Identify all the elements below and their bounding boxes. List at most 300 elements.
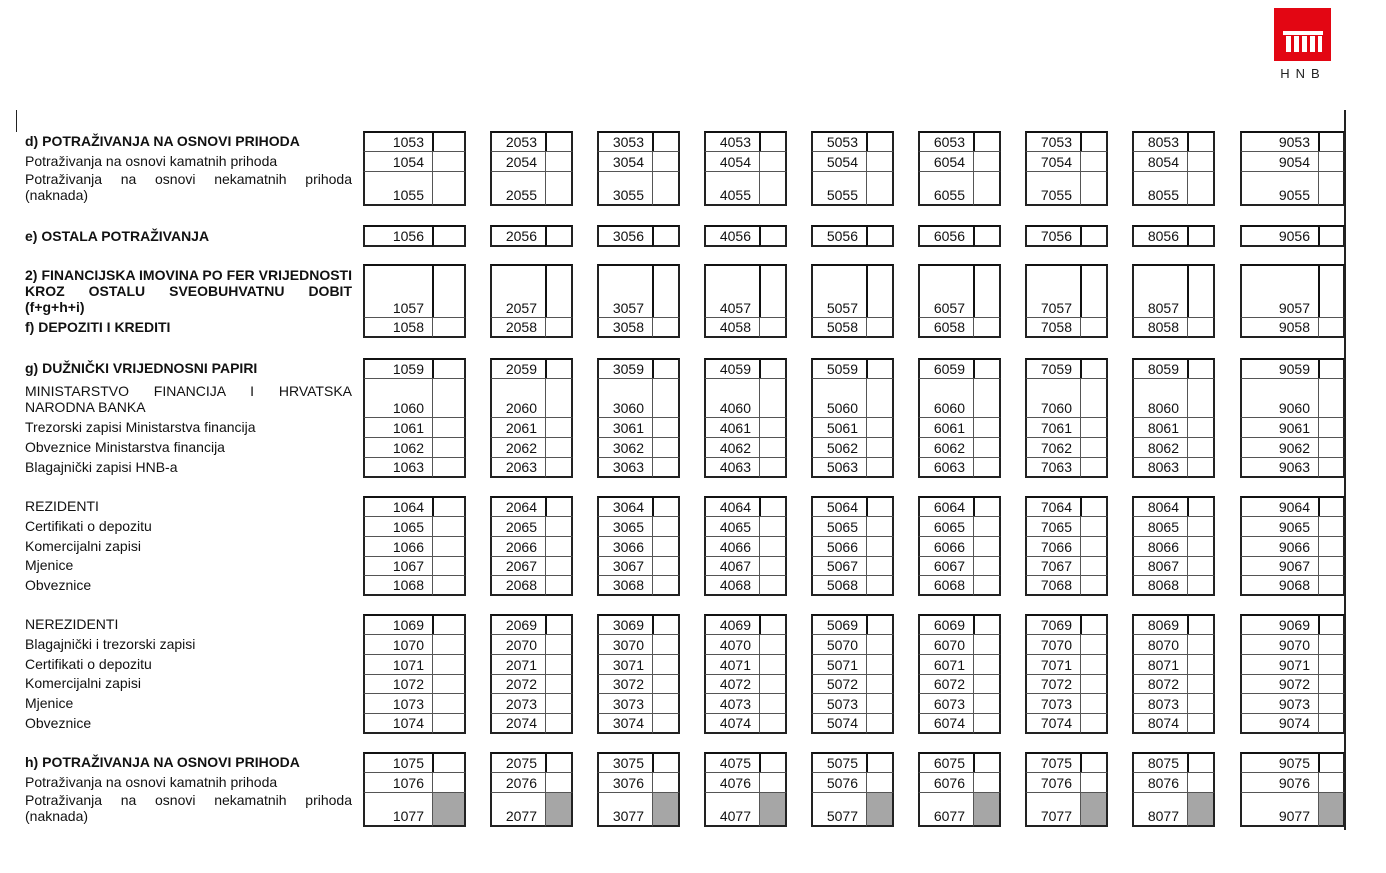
value-input-cell[interactable] — [759, 693, 787, 714]
value-input-cell[interactable] — [1080, 654, 1108, 675]
value-input-cell[interactable] — [759, 378, 787, 418]
row-code: 8059 — [1132, 358, 1188, 379]
value-input-cell[interactable] — [1318, 674, 1345, 694]
value-input-cell[interactable] — [652, 654, 680, 675]
value-input-cell[interactable] — [432, 516, 466, 537]
value-input-cell[interactable] — [866, 634, 894, 655]
value-input-cell[interactable] — [973, 634, 1001, 655]
value-input-cell[interactable] — [545, 693, 573, 714]
value-input-cell[interactable] — [432, 225, 466, 247]
value-input-cell[interactable] — [866, 225, 894, 247]
row-code: 5075 — [811, 752, 867, 773]
value-input-cell[interactable] — [759, 614, 787, 635]
value-input-cell[interactable] — [1318, 556, 1345, 576]
value-input-cell[interactable] — [1318, 225, 1345, 247]
value-input-cell[interactable] — [866, 575, 894, 596]
value-input-cell[interactable] — [652, 171, 680, 206]
value-input-cell[interactable] — [866, 496, 894, 517]
value-input-cell[interactable] — [973, 264, 1001, 318]
row-code: 4066 — [704, 536, 760, 557]
row-label: Certifikati o depozitu — [25, 518, 152, 534]
value-input-cell[interactable] — [1187, 457, 1215, 478]
row-code: 9058 — [1240, 317, 1319, 338]
row-label: Komercijalni zapisi — [25, 538, 141, 554]
value-input-cell[interactable] — [1080, 417, 1108, 438]
value-input-cell[interactable] — [1080, 772, 1108, 793]
row-label: Mjenice — [25, 557, 74, 573]
row-code: 5069 — [811, 614, 867, 635]
value-input-cell[interactable] — [432, 171, 466, 206]
value-input-cell[interactable] — [759, 317, 787, 338]
value-input-cell[interactable] — [652, 674, 680, 694]
value-input-cell[interactable] — [759, 225, 787, 247]
value-input-cell[interactable] — [652, 772, 680, 793]
value-input-cell[interactable] — [866, 131, 894, 152]
value-input-cell[interactable] — [545, 536, 573, 557]
value-input-cell[interactable] — [1187, 614, 1215, 635]
value-input-cell[interactable] — [1187, 151, 1215, 172]
value-input-cell[interactable] — [545, 752, 573, 773]
value-input-cell[interactable] — [652, 317, 680, 338]
value-input-cell[interactable] — [1187, 713, 1215, 734]
value-input-cell[interactable] — [759, 358, 787, 379]
row-code: 4054 — [704, 151, 760, 172]
value-input-cell[interactable] — [866, 674, 894, 694]
value-input-cell[interactable] — [545, 575, 573, 596]
value-input-cell[interactable] — [545, 151, 573, 172]
value-input-cell[interactable] — [759, 437, 787, 458]
value-input-cell[interactable] — [1080, 151, 1108, 172]
value-input-cell[interactable] — [1318, 378, 1345, 418]
row-code: 7058 — [1025, 317, 1081, 338]
value-input-cell[interactable] — [1080, 575, 1108, 596]
value-input-cell[interactable] — [1318, 634, 1345, 655]
value-input-cell — [432, 792, 466, 827]
row-label: Potraživanja na osnovi kamatnih prihoda — [25, 153, 278, 169]
value-input-cell[interactable] — [1080, 516, 1108, 537]
value-input-cell[interactable] — [1080, 264, 1108, 318]
value-input-cell[interactable] — [1187, 437, 1215, 458]
value-input-cell[interactable] — [432, 536, 466, 557]
value-input-cell[interactable] — [432, 151, 466, 172]
value-input-cell[interactable] — [1318, 693, 1345, 714]
value-input-cell[interactable] — [866, 693, 894, 714]
row-code: 4065 — [704, 516, 760, 537]
value-input-cell[interactable] — [973, 225, 1001, 247]
value-input-cell[interactable] — [652, 614, 680, 635]
value-input-cell[interactable] — [973, 713, 1001, 734]
row-code: 2054 — [490, 151, 546, 172]
value-input-cell[interactable] — [1318, 457, 1345, 478]
value-input-cell[interactable] — [973, 317, 1001, 338]
row-code: 7055 — [1025, 171, 1081, 206]
row-code: 4074 — [704, 713, 760, 734]
value-input-cell[interactable] — [1318, 654, 1345, 675]
value-input-cell[interactable] — [759, 516, 787, 537]
value-input-cell[interactable] — [432, 417, 466, 438]
value-input-cell[interactable] — [1080, 556, 1108, 576]
row-code: 2059 — [490, 358, 546, 379]
row-code: 6069 — [918, 614, 974, 635]
row-code: 1060 — [363, 378, 433, 418]
row-code: 7062 — [1025, 437, 1081, 458]
value-input-cell[interactable] — [1318, 516, 1345, 537]
value-input-cell[interactable] — [1187, 317, 1215, 338]
value-input-cell[interactable] — [545, 171, 573, 206]
value-input-cell[interactable] — [1187, 674, 1215, 694]
row-code: 7068 — [1025, 575, 1081, 596]
value-input-cell[interactable] — [432, 378, 466, 418]
value-input-cell[interactable] — [1080, 317, 1108, 338]
value-input-cell[interactable] — [1080, 693, 1108, 714]
value-input-cell[interactable] — [652, 264, 680, 318]
value-input-cell[interactable] — [759, 151, 787, 172]
value-input-cell[interactable] — [432, 693, 466, 714]
value-input-cell[interactable] — [652, 496, 680, 517]
value-input-cell[interactable] — [1187, 536, 1215, 557]
value-input-cell[interactable] — [866, 457, 894, 478]
row-code: 1064 — [363, 496, 433, 517]
value-input-cell[interactable] — [866, 437, 894, 458]
value-input-cell[interactable] — [1187, 225, 1215, 247]
row-code: 2055 — [490, 171, 546, 206]
value-input-cell[interactable] — [1080, 713, 1108, 734]
value-input-cell[interactable] — [1080, 358, 1108, 379]
value-input-cell[interactable] — [866, 654, 894, 675]
row-code: 2057 — [490, 264, 546, 318]
value-input-cell[interactable] — [973, 693, 1001, 714]
page-border-left — [16, 110, 17, 132]
value-input-cell[interactable] — [759, 264, 787, 318]
value-input-cell[interactable] — [545, 516, 573, 537]
value-input-cell[interactable] — [1318, 131, 1345, 152]
value-input-cell[interactable] — [866, 171, 894, 206]
row-code: 1056 — [363, 225, 433, 247]
value-input-cell[interactable] — [545, 674, 573, 694]
value-input-cell[interactable] — [759, 536, 787, 557]
row-code: 4058 — [704, 317, 760, 338]
value-input-cell[interactable] — [1318, 437, 1345, 458]
row-code: 7063 — [1025, 457, 1081, 478]
value-input-cell[interactable] — [1080, 225, 1108, 247]
row-label: Blagajnički zapisi HNB-a — [25, 459, 178, 475]
value-input-cell[interactable] — [973, 516, 1001, 537]
row-code: 3060 — [597, 378, 653, 418]
bank-columns-icon — [1274, 8, 1331, 61]
row-code: 3065 — [597, 516, 653, 537]
value-input-cell[interactable] — [545, 437, 573, 458]
value-input-cell[interactable] — [973, 674, 1001, 694]
value-input-cell[interactable] — [973, 151, 1001, 172]
value-input-cell[interactable] — [652, 575, 680, 596]
value-input-cell[interactable] — [432, 772, 466, 793]
row-label: h) POTRAŽIVANJA NA OSNOVI PRIHODA — [25, 754, 300, 770]
value-input-cell[interactable] — [545, 358, 573, 379]
row-code: 5054 — [811, 151, 867, 172]
value-input-cell[interactable] — [973, 752, 1001, 773]
row-code: 8057 — [1132, 264, 1188, 318]
value-input-cell[interactable] — [973, 556, 1001, 576]
value-input-cell[interactable] — [973, 614, 1001, 635]
row-code: 2068 — [490, 575, 546, 596]
value-input-cell[interactable] — [1080, 437, 1108, 458]
value-input-cell[interactable] — [652, 225, 680, 247]
value-input-cell[interactable] — [432, 457, 466, 478]
row-code: 8064 — [1132, 496, 1188, 517]
row-code: 4061 — [704, 417, 760, 438]
value-input-cell[interactable] — [432, 634, 466, 655]
value-input-cell[interactable] — [652, 556, 680, 576]
value-input-cell[interactable] — [1187, 752, 1215, 773]
value-input-cell[interactable] — [973, 536, 1001, 557]
value-input-cell[interactable] — [1080, 614, 1108, 635]
value-input-cell[interactable] — [1187, 634, 1215, 655]
value-input-cell[interactable] — [652, 437, 680, 458]
value-input-cell[interactable] — [1187, 264, 1215, 318]
value-input-cell[interactable] — [652, 713, 680, 734]
value-input-cell[interactable] — [652, 378, 680, 418]
value-input-cell[interactable] — [759, 496, 787, 517]
value-input-cell[interactable] — [652, 693, 680, 714]
row-code: 8077 — [1132, 792, 1188, 827]
value-input-cell[interactable] — [866, 536, 894, 557]
row-code: 4075 — [704, 752, 760, 773]
row-code: 7073 — [1025, 693, 1081, 714]
value-input-cell[interactable] — [1080, 496, 1108, 517]
value-input-cell[interactable] — [545, 378, 573, 418]
value-input-cell[interactable] — [759, 171, 787, 206]
row-code: 3061 — [597, 417, 653, 438]
row-code: 5066 — [811, 536, 867, 557]
value-input-cell[interactable] — [545, 654, 573, 675]
row-code: 8065 — [1132, 516, 1188, 537]
row-code: 3067 — [597, 556, 653, 576]
value-input-cell[interactable] — [1187, 417, 1215, 438]
row-code: 7076 — [1025, 772, 1081, 793]
value-input-cell[interactable] — [973, 358, 1001, 379]
value-input-cell[interactable] — [759, 556, 787, 576]
value-input-cell[interactable] — [866, 151, 894, 172]
row-code: 1069 — [363, 614, 433, 635]
value-input-cell[interactable] — [1318, 264, 1345, 318]
row-code: 2076 — [490, 772, 546, 793]
row-code: 1075 — [363, 752, 433, 773]
value-input-cell[interactable] — [652, 457, 680, 478]
value-input-cell[interactable] — [866, 752, 894, 773]
value-input-cell[interactable] — [545, 634, 573, 655]
value-input-cell[interactable] — [973, 171, 1001, 206]
value-input-cell[interactable] — [545, 556, 573, 576]
value-input-cell[interactable] — [759, 674, 787, 694]
value-input-cell[interactable] — [652, 536, 680, 557]
value-input-cell[interactable] — [866, 417, 894, 438]
value-input-cell[interactable] — [1080, 171, 1108, 206]
value-input-cell[interactable] — [1187, 378, 1215, 418]
value-input-cell[interactable] — [652, 752, 680, 773]
row-code: 3056 — [597, 225, 653, 247]
value-input-cell[interactable] — [866, 264, 894, 318]
value-input-cell[interactable] — [545, 772, 573, 793]
value-input-cell[interactable] — [759, 457, 787, 478]
value-input-cell[interactable] — [1187, 654, 1215, 675]
value-input-cell[interactable] — [432, 713, 466, 734]
row-code: 5076 — [811, 772, 867, 793]
value-input-cell[interactable] — [1080, 634, 1108, 655]
value-input-cell[interactable] — [759, 575, 787, 596]
value-input-cell[interactable] — [866, 516, 894, 537]
value-input-cell[interactable] — [545, 496, 573, 517]
value-input-cell[interactable] — [432, 496, 466, 517]
row-code: 9068 — [1240, 575, 1319, 596]
value-input-cell[interactable] — [973, 772, 1001, 793]
row-code: 7065 — [1025, 516, 1081, 537]
value-input-cell[interactable] — [652, 516, 680, 537]
row-code: 6067 — [918, 556, 974, 576]
value-input-cell[interactable] — [545, 457, 573, 478]
value-input-cell[interactable] — [545, 131, 573, 152]
row-code: 1077 — [363, 792, 433, 827]
value-input-cell[interactable] — [1080, 752, 1108, 773]
value-input-cell[interactable] — [1080, 378, 1108, 418]
value-input-cell[interactable] — [545, 317, 573, 338]
value-input-cell[interactable] — [866, 713, 894, 734]
value-input-cell[interactable] — [1187, 772, 1215, 793]
value-input-cell[interactable] — [1318, 171, 1345, 206]
value-input-cell[interactable] — [432, 437, 466, 458]
value-input-cell[interactable] — [973, 457, 1001, 478]
row-code: 6056 — [918, 225, 974, 247]
value-input-cell[interactable] — [866, 556, 894, 576]
value-input-cell[interactable] — [652, 417, 680, 438]
value-input-cell[interactable] — [759, 713, 787, 734]
row-code: 1061 — [363, 417, 433, 438]
value-input-cell[interactable] — [1318, 496, 1345, 517]
value-input-cell[interactable] — [759, 772, 787, 793]
row-code: 4068 — [704, 575, 760, 596]
value-input-cell[interactable] — [866, 317, 894, 338]
row-code: 6077 — [918, 792, 974, 827]
row-code: 4070 — [704, 634, 760, 655]
value-input-cell[interactable] — [973, 496, 1001, 517]
hnb-logo — [1274, 8, 1331, 61]
value-input-cell[interactable] — [1187, 171, 1215, 206]
value-input-cell[interactable] — [432, 264, 466, 318]
value-input-cell[interactable] — [1318, 614, 1345, 635]
value-input-cell[interactable] — [759, 131, 787, 152]
row-code: 9066 — [1240, 536, 1319, 557]
value-input-cell[interactable] — [1187, 131, 1215, 152]
value-input-cell[interactable] — [545, 614, 573, 635]
value-input-cell[interactable] — [1318, 417, 1345, 438]
value-input-cell[interactable] — [759, 752, 787, 773]
value-input-cell[interactable] — [1080, 131, 1108, 152]
value-input-cell[interactable] — [866, 358, 894, 379]
row-label: Komercijalni zapisi — [25, 675, 141, 691]
row-code: 3062 — [597, 437, 653, 458]
row-code: 8070 — [1132, 634, 1188, 655]
value-input-cell[interactable] — [432, 575, 466, 596]
value-input-cell[interactable] — [1187, 575, 1215, 596]
row-code: 3059 — [597, 358, 653, 379]
value-input-cell[interactable] — [432, 674, 466, 694]
value-input-cell[interactable] — [652, 634, 680, 655]
row-code: 3055 — [597, 171, 653, 206]
row-code: 1063 — [363, 457, 433, 478]
value-input-cell[interactable] — [432, 317, 466, 338]
value-input-cell[interactable] — [1187, 496, 1215, 517]
value-input-cell[interactable] — [1318, 713, 1345, 734]
value-input-cell[interactable] — [759, 654, 787, 675]
value-input-cell[interactable] — [432, 358, 466, 379]
value-input-cell[interactable] — [759, 417, 787, 438]
row-code: 5077 — [811, 792, 867, 827]
value-input-cell[interactable] — [652, 151, 680, 172]
value-input-cell[interactable] — [1187, 358, 1215, 379]
value-input-cell[interactable] — [973, 378, 1001, 418]
value-input-cell[interactable] — [432, 654, 466, 675]
value-input-cell[interactable] — [973, 437, 1001, 458]
value-input-cell[interactable] — [1318, 536, 1345, 557]
row-code: 6053 — [918, 131, 974, 152]
value-input-cell[interactable] — [1318, 317, 1345, 338]
row-code: 2053 — [490, 131, 546, 152]
row-code: 6060 — [918, 378, 974, 418]
value-input-cell[interactable] — [866, 772, 894, 793]
row-code: 4063 — [704, 457, 760, 478]
row-code: 6073 — [918, 693, 974, 714]
row-code: 1059 — [363, 358, 433, 379]
value-input-cell[interactable] — [1080, 674, 1108, 694]
row-code: 4055 — [704, 171, 760, 206]
row-code: 2073 — [490, 693, 546, 714]
value-input-cell[interactable] — [973, 417, 1001, 438]
value-input-cell[interactable] — [1318, 752, 1345, 773]
value-input-cell[interactable] — [759, 634, 787, 655]
row-label: NEREZIDENTI — [25, 616, 119, 632]
value-input-cell[interactable] — [1187, 693, 1215, 714]
row-code: 4076 — [704, 772, 760, 793]
value-input-cell[interactable] — [545, 713, 573, 734]
value-input-cell[interactable] — [1318, 772, 1345, 793]
value-input-cell[interactable] — [545, 417, 573, 438]
value-input-cell[interactable] — [545, 264, 573, 318]
row-code: 6066 — [918, 536, 974, 557]
value-input-cell[interactable] — [1080, 457, 1108, 478]
value-input-cell[interactable] — [545, 225, 573, 247]
value-input-cell[interactable] — [1187, 516, 1215, 537]
value-input-cell[interactable] — [866, 614, 894, 635]
value-input-cell[interactable] — [432, 614, 466, 635]
value-input-cell[interactable] — [652, 358, 680, 379]
value-input-cell[interactable] — [973, 131, 1001, 152]
row-code: 9056 — [1240, 225, 1319, 247]
value-input-cell[interactable] — [652, 131, 680, 152]
value-input-cell[interactable] — [432, 131, 466, 152]
value-input-cell[interactable] — [973, 654, 1001, 675]
row-code: 9055 — [1240, 171, 1319, 206]
value-input-cell[interactable] — [973, 575, 1001, 596]
value-input-cell[interactable] — [1318, 358, 1345, 379]
row-code: 5068 — [811, 575, 867, 596]
value-input-cell[interactable] — [1318, 151, 1345, 172]
value-input-cell[interactable] — [866, 378, 894, 418]
value-input-cell[interactable] — [432, 556, 466, 576]
value-input-cell[interactable] — [432, 752, 466, 773]
value-input-cell[interactable] — [1080, 536, 1108, 557]
row-code: 8071 — [1132, 654, 1188, 675]
value-input-cell[interactable] — [1187, 556, 1215, 576]
value-input-cell[interactable] — [1318, 575, 1345, 596]
